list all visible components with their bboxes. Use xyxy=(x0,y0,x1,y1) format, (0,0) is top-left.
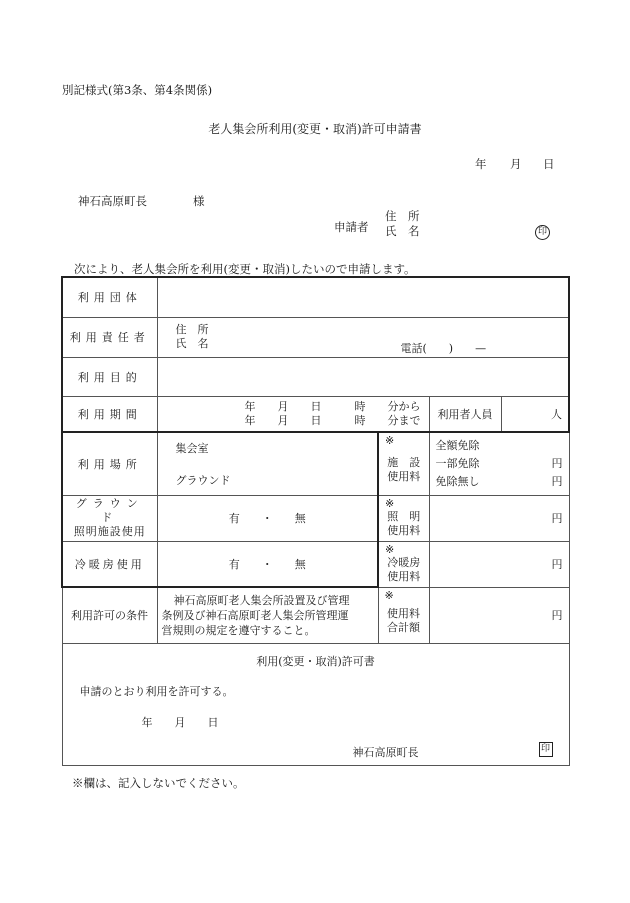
lighting-fee-label-2: 使用料 xyxy=(387,524,421,537)
place-option-ground: グラウンド xyxy=(175,473,231,487)
facility-fee-label xyxy=(378,432,429,495)
facility-fee-field xyxy=(429,432,569,495)
hvac-fee-label xyxy=(378,541,429,587)
responsible-field[interactable] xyxy=(157,317,569,357)
place-options[interactable] xyxy=(157,432,378,495)
lighting-yen: 円 xyxy=(551,512,563,525)
honorific: 様 xyxy=(193,194,205,208)
total-fee-label xyxy=(378,587,429,643)
addressee-name: 神石高原町長 xyxy=(78,194,147,208)
permit-section xyxy=(62,643,569,765)
users-unit: 人 xyxy=(551,407,562,421)
facility-fee-label-2: 使用料 xyxy=(387,469,421,483)
date-day: 日 xyxy=(543,157,555,171)
conditions-text xyxy=(157,587,378,643)
total-fee-field xyxy=(429,587,569,643)
applicant-address-label: 住 所 xyxy=(385,209,420,223)
date-month: 月 xyxy=(510,157,522,171)
users-label: 利用者人員 xyxy=(429,396,501,432)
facility-fee-label-1: 施 設 xyxy=(387,455,421,469)
lighting-label xyxy=(62,495,157,541)
conditions-line-2: 条例及び神石高原町老人集会所管理運 xyxy=(161,608,349,622)
office-use-mark: ※ xyxy=(385,434,395,447)
lighting-fee-field xyxy=(429,495,569,541)
office-use-mark: ※ xyxy=(384,588,394,602)
hvac-choice[interactable]: 有 ・ 無 xyxy=(157,541,378,587)
lighting-fee-label xyxy=(378,495,429,541)
total-yen: 円 xyxy=(551,609,563,622)
total-fee-label-1: 使用料 xyxy=(387,607,420,620)
period-from: 年 月 日 時 分から xyxy=(244,399,421,413)
application-table xyxy=(61,276,570,766)
permit-seal: 印 xyxy=(539,742,553,757)
exempt-full: 全額免除 xyxy=(435,438,480,452)
applicant-fields xyxy=(385,209,420,239)
lighting-label-2: 照明施設使用 xyxy=(73,525,146,538)
permit-issuer: 神石高原町長 xyxy=(352,745,419,759)
form-number: 別記様式(第3条、第4条関係) xyxy=(62,83,213,97)
conditions-line-3: 営規則の規定を遵守すること。 xyxy=(161,623,316,637)
footer-note: ※欄は、記入しないでください。 xyxy=(72,776,245,790)
responsible-address-label: 住 所 xyxy=(175,323,209,336)
lighting-choice[interactable]: 有 ・ 無 xyxy=(157,495,378,541)
responsible-label: 利用責任者 xyxy=(62,317,157,357)
users-field[interactable] xyxy=(501,396,569,432)
lighting-label-1: グラウンド xyxy=(75,497,144,524)
lighting-fee-label-1: 照 明 xyxy=(387,510,421,523)
conditions-line-1: 神石高原町老人集会所設置及び管理 xyxy=(173,593,350,607)
group-label: 利用団体 xyxy=(62,277,157,317)
period-label: 利用期間 xyxy=(62,396,157,432)
yen-partial: 円 xyxy=(551,456,563,470)
exempt-partial: 一部免除 xyxy=(435,456,480,470)
hvac-fee-field xyxy=(429,541,569,587)
conditions-label: 利用許可の条件 xyxy=(62,587,157,643)
office-use-mark: ※ xyxy=(385,542,395,556)
applicant-name-label: 氏 名 xyxy=(385,224,420,238)
document-title: 老人集会所利用(変更・取消)許可申請書 xyxy=(208,122,422,136)
responsible-name-label: 氏 名 xyxy=(175,337,209,350)
place-label: 利用場所 xyxy=(62,432,157,495)
group-field[interactable] xyxy=(157,277,569,317)
applicant-seal: 印 xyxy=(535,225,550,240)
purpose-label: 利用目的 xyxy=(62,357,157,396)
exempt-none: 免除無し xyxy=(435,474,480,488)
intro-text: 次により、老人集会所を利用(変更・取消)したいので申請します。 xyxy=(74,262,416,276)
period-to: 年 月 日 時 分まで xyxy=(244,413,421,427)
hvac-fee-label-2: 使用料 xyxy=(387,570,421,583)
office-use-mark: ※ xyxy=(385,496,395,510)
yen-none: 円 xyxy=(551,474,563,488)
permit-title: 利用(変更・取消)許可書 xyxy=(256,654,375,668)
hvac-fee-label-1: 冷暖房 xyxy=(387,556,421,569)
phone-label: 電話( ) — xyxy=(400,341,487,355)
hvac-label: 冷暖房使用 xyxy=(62,541,157,587)
permit-text: 申請のとおり利用を許可する。 xyxy=(79,684,234,698)
permit-date: 年 月 日 xyxy=(141,715,219,729)
period-field[interactable] xyxy=(157,396,429,432)
applicant-label: 申請者 xyxy=(334,220,369,234)
place-option-hall: 集会室 xyxy=(175,441,209,455)
total-fee-label-2: 合計額 xyxy=(387,621,420,634)
hvac-yen: 円 xyxy=(551,558,563,571)
addressee xyxy=(78,193,205,209)
date-year: 年 xyxy=(475,157,487,171)
purpose-field[interactable] xyxy=(157,357,569,396)
